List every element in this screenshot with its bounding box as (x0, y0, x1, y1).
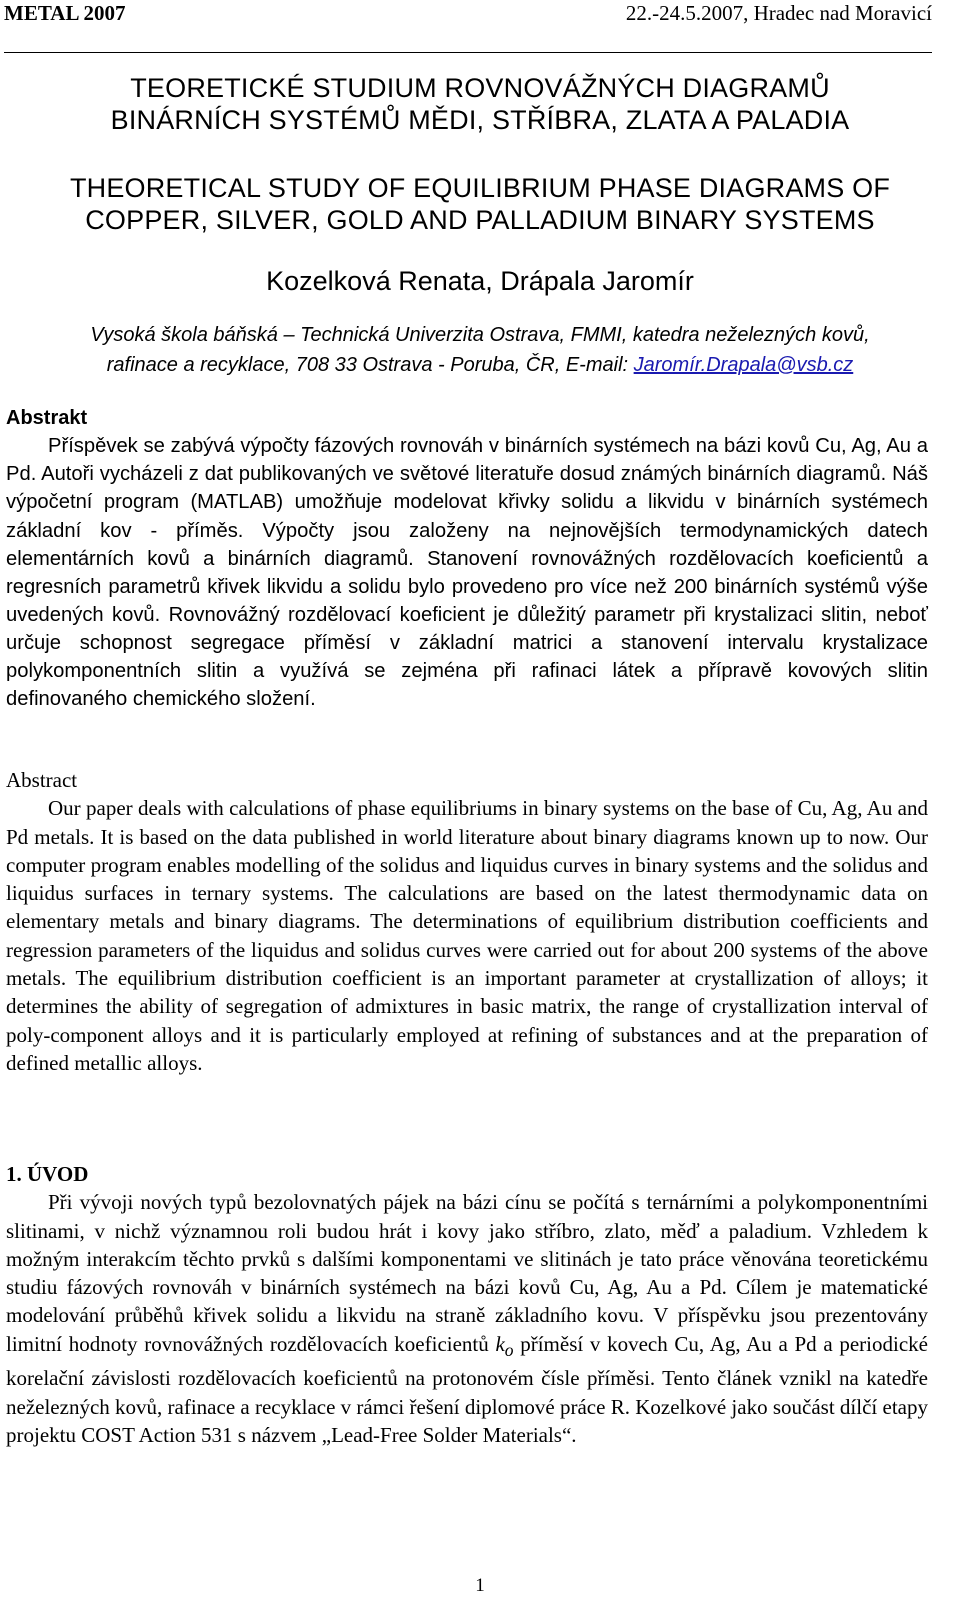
abstract-text: Our paper deals with calculations of phase equilibriums in binary systems on the base of Cu, Ag, Au and Pd metals. It is based on the data published in world literature about binary diagrams known up to now. Our computer program enables modelling of the solidus and liquidus curves in binary systems and the solidus and liquidus surfaces in ternary systems. The calculations are based on the latest thermodynamic data on elementary metals and binary diagrams. The determinations of equilibrium distribution coefficients and regression parameters of the liquidus and solidus curves were carried out for about 200 systems of the above metals. The equilibrium distribution coefficient is an important parameter at crystallization of alloys; it determines the ability of segregation of admixtures in basic matrix, the range of crystallization interval of poly-component alloys and it is particularly employed at refining of substances and at the preparation of defined metallic alloys. (6, 796, 928, 1075)
symbol-k-subscript: o (504, 1339, 514, 1360)
title-czech-line-2: BINÁRNÍCH SYSTÉMŮ MĚDI, STŘÍBRA, ZLATA A PALADIA (110, 105, 850, 135)
authors: Kozelková Renata, Drápala Jaromír (266, 266, 694, 296)
email-link[interactable]: Jaromír.Drapala@vsb.cz (633, 354, 854, 376)
abstract-section (6, 766, 928, 1077)
abstrakt-text: Příspěvek se zabývá výpočty fázových rovnováh v binárních systémech na bázi kovů Cu, Ag, Au a Pd. Autoři vycházeli z dat publikovaných ve světové literatuře dosud známých binárních diagramů. Náš výpočetní program (MATLAB) umožňuje modelovat křivky solidu a likvidu v binárních systémech základní kov - příměs. Výpočty jsou založeny na nejnovějších termodynamických datech elementárních kovů a binárních diagramů. Stanovení rovnovážných rozdělovacích koeficientů a regresních parametrů křivek likvidu a solidu bylo provedeno pro více než 200 binárních systémů výše uvedených kovů. Rovnovážný rozdělovací koeficient je důležitý parametr při krystalizaci slitin, neboť určuje schopnost segregace příměsí v základní matrici a stanovení intervalu krystalizace polykomponentních slitin a využívá se zejména při rafinaci látek a přípravě kovových slitin definovaného chemického složení. (6, 435, 928, 711)
conference-date-place: 22.-24.5.2007, Hradec nad Moravicí (625, 1, 932, 25)
introduction-text-part-1: Při vývoji nových typů bezolovnatých pájek na bázi cínu se počítá s ternárními a polykomponentními slitinami, v nichž významnou roli budou hrát i kovy jako stříbro, zlato, měď a paladium. Vzhledem k možným interakcím těchto prvků s dalšími komponentami ve slitinách je tato práce věnována teoretickému studiu fázových rovnováh v binárních systémech na bázi kovů Cu, Ag, Au a Pd. Cílem je matematické modelování průběhů křivek solidu a likvidu na straně základního kovu. V příspěvku jsou prezentovány limitní hodnoty rovnovážných rozdělovacích koeficientů (6, 1190, 928, 1356)
introduction-section (6, 1160, 928, 1449)
title-english (0, 172, 960, 236)
title-czech-line-1: TEORETICKÉ STUDIUM ROVNOVÁŽNÝCH DIAGRAMŮ (130, 73, 830, 103)
title-english-line-2: COPPER, SILVER, GOLD AND PALLADIUM BINARY SYSTEMS (85, 205, 875, 235)
page-number: 1 (475, 1575, 485, 1596)
abstrakt-section (6, 404, 928, 713)
symbol-k: k (495, 1331, 505, 1356)
affiliation-address: rafinace a recyklace, 708 33 Ostrava - Poruba, ČR, E-mail: (106, 354, 634, 376)
affiliation (0, 320, 960, 380)
abstrakt-heading: Abstrakt (6, 407, 88, 429)
title-czech (0, 72, 960, 136)
introduction-text-part-2: příměsí v kovech Cu, Ag, Au a Pd a periodické korelační závislosti rozdělovacích koeficientů na protonovém čísle příměsi. Tento článek vznikl na katedře neželezných kovů, rafinace a recyklace v rámci řešení diplomové práce R. Kozelkové jako součást dílčí etapy projektu COST Action 531 s názvem „Lead-Free Solder Materials“. (6, 1331, 928, 1447)
affiliation-line-1: Vysoká škola báňská – Technická Univerzita Ostrava, FMMI, katedra neželezných kovů, (90, 324, 870, 346)
introduction-text (6, 1188, 928, 1449)
affiliation-line-2 (0, 350, 960, 380)
abstract-heading: Abstract (6, 768, 78, 792)
conference-name: METAL 2007 (4, 1, 126, 25)
title-english-line-1: THEORETICAL STUDY OF EQUILIBRIUM PHASE DIAGRAMS OF (69, 173, 891, 203)
running-header (4, 0, 932, 28)
introduction-heading: 1. ÚVOD (6, 1162, 89, 1186)
header-rule (4, 52, 932, 53)
